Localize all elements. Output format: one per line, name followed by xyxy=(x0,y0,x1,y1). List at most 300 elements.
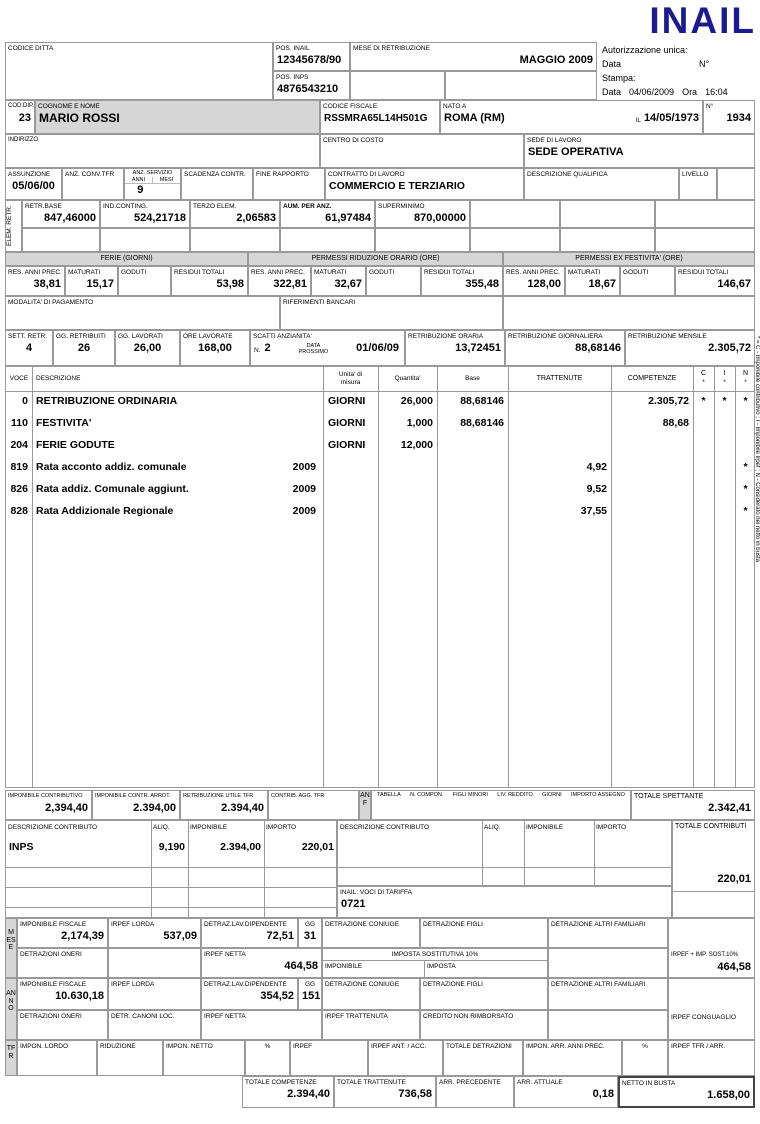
inail-voci-tariffa-value: 0721 xyxy=(341,898,366,910)
cod-dip-value: 23 xyxy=(18,112,31,124)
contributi-row-line xyxy=(6,907,337,908)
ind-conting-value: 524,21718 xyxy=(134,212,186,224)
assunzione-cell xyxy=(5,168,62,200)
arr-precedente-cell xyxy=(436,1076,514,1108)
centro-costo-label: CENTRO DI COSTO xyxy=(323,137,384,144)
anz-servizio-label: ANZ. SERVIZIO xyxy=(132,170,173,176)
irpef-imp-sost-cell xyxy=(668,918,755,978)
fest-res-prec-cell xyxy=(503,266,565,296)
anno-detrazioni-oneri-cell xyxy=(17,1010,108,1040)
voce-flag-c: * xyxy=(701,395,706,407)
voci-header-c: C xyxy=(700,370,707,377)
voci-header-base: Base xyxy=(465,375,480,382)
contributi-divider xyxy=(524,821,525,886)
anno-imponibile-fiscale-cell xyxy=(17,978,108,1010)
tfr-totale-detrazioni-cell xyxy=(443,1040,523,1076)
voce-qta: 12,000 xyxy=(400,439,433,451)
fest-maturati-value: 18,67 xyxy=(588,278,616,290)
totale-competenze-cell xyxy=(242,1076,334,1108)
netto-in-busta-value: 1.658,00 xyxy=(707,1089,750,1101)
pagamento-empty-cell xyxy=(503,296,755,330)
permessi-riduzione-band-title: PERMESSI RIDUZIONE ORARIO (ORE) xyxy=(311,255,440,262)
ora-value: 16:04 xyxy=(705,87,728,97)
retribuzione-mensile-label: RETRIBUZIONE MENSILE xyxy=(628,333,707,340)
anf-tabella-label: TABELLA xyxy=(377,792,401,798)
voci-row xyxy=(6,435,755,457)
netto-in-busta-label: NETTO IN BUSTA xyxy=(622,1080,676,1087)
riferimenti-bancari-label: RIFERIMENTI BANCARI xyxy=(283,299,356,306)
anf-cell xyxy=(371,790,631,820)
voce-qta: 26,000 xyxy=(400,395,433,407)
retr-base-label: RETR.BASE xyxy=(25,203,62,210)
fest-goduti-label: GODUTI xyxy=(623,269,649,276)
tfr-riduzione-label: RIDUZIONE xyxy=(100,1043,136,1050)
stampa-data-label: Data xyxy=(602,87,622,97)
stampa-row xyxy=(602,85,758,99)
scadenza-contratto-label: SCADENZA CONTR. xyxy=(184,171,246,178)
retribuzione-tfr-cell xyxy=(180,790,268,820)
anno-irpef-netta-label: IRPEF NETTA xyxy=(204,1013,246,1020)
totale-competenze-value: 2.394,40 xyxy=(287,1088,330,1100)
livello-empty-cell xyxy=(717,168,755,200)
mese-empty-cell-2 xyxy=(548,948,668,978)
fest-maturati-label: MATURATI xyxy=(568,269,601,276)
modalita-pagamento-cell xyxy=(5,296,280,330)
anf-assegno-label: IMPORTO ASSEGNO xyxy=(571,792,625,798)
imponibile-arrot-label: IMPONIBILE CONTR. ARROT. xyxy=(95,793,171,799)
cod-dip-label: COD.DIP. xyxy=(8,103,34,109)
inail-voci-tariffa-label: INAIL: VOCI DI TARIFFA xyxy=(340,889,412,896)
centro-costo-cell xyxy=(320,134,524,168)
contributi-row-line xyxy=(6,867,337,868)
contributo-inps: INPS xyxy=(9,841,34,853)
mese-irpef-lorda-cell xyxy=(108,918,201,948)
inail-voci-tariffa-cell xyxy=(337,886,672,918)
voci-header-n-star: * xyxy=(744,379,747,386)
anno-detraz-lav-value: 354,52 xyxy=(260,990,294,1002)
voce-trattenute: 37,55 xyxy=(580,505,607,517)
sede-lavoro-cell xyxy=(524,134,755,168)
voce-qta: 1,000 xyxy=(406,417,433,429)
anno-imponibile-fiscale-label: IMPONIBILE FISCALE xyxy=(20,981,87,988)
elem-empty-row-1 xyxy=(22,228,100,252)
voci-header-descrizione: DESCRIZIONE xyxy=(36,375,81,382)
voce-flag-n: * xyxy=(743,461,748,473)
contratto-lavoro-label: CONTRATTO DI LAVORO xyxy=(328,171,405,178)
elem-empty-2 xyxy=(560,200,655,228)
sost-imponibile-label: IMPONIBILE xyxy=(323,961,425,978)
tfr-strip: TFR xyxy=(5,1040,17,1076)
voce-trattenute: 9,52 xyxy=(586,483,607,495)
retr-base-value: 847,46000 xyxy=(44,212,96,224)
voce-anno: 2009 xyxy=(292,505,316,517)
indirizzo-label: INDIRIZZO xyxy=(8,137,38,143)
gg-lavorati-label: GG. LAVORATI xyxy=(118,333,163,340)
contributo-desc-label: DESCRIZIONE CONTRIBUTO xyxy=(340,824,430,831)
anz-servizio-cell xyxy=(124,168,181,200)
anno-detrazione-altri-cell xyxy=(548,978,668,1010)
tfr-irpef-ant-cell xyxy=(368,1040,443,1076)
voci-header-voce: VOCE xyxy=(9,375,29,382)
mese-detrazione-coniuge-cell xyxy=(322,918,420,948)
fest-residui-label: RESIDUI TOTALI xyxy=(678,269,729,276)
anni-label: ANNI xyxy=(125,177,153,183)
imponibile-arrot-cell xyxy=(92,790,180,820)
anno-gg-cell xyxy=(298,978,322,1010)
nato-a-cell xyxy=(440,100,703,134)
tfr-perc2-label: % xyxy=(642,1043,648,1050)
ora-label: Ora xyxy=(682,87,698,97)
scatti-anzianita-cell xyxy=(250,330,405,366)
scatti-anzianita-label: SCATTI ANZIANITA' xyxy=(253,333,312,340)
irpef-imp-sost-value: 464,58 xyxy=(717,961,751,973)
contributo-aliq-label: ALIQ. xyxy=(484,824,501,831)
rid-res-prec-label: RES. ANNI PREC. xyxy=(251,269,305,276)
imponibile-arrot-value: 2.394,00 xyxy=(133,802,176,814)
mese-irpef-lorda-label: IRPEF LORDA xyxy=(111,921,155,928)
qualifica-cell xyxy=(524,168,679,200)
voce-code: 826 xyxy=(10,483,28,495)
arr-attuale-value: 0,18 xyxy=(592,1088,614,1100)
fest-maturati-cell xyxy=(565,266,620,296)
mese-retribuzione-label: MESE DI RETRIBUZIONE xyxy=(353,45,430,52)
tfr-impon-lordo-cell xyxy=(17,1040,97,1076)
nato-il-group xyxy=(636,112,702,125)
ferie-maturati-label: MATURATI xyxy=(68,269,101,276)
terzo-elem-cell xyxy=(190,200,280,228)
anf-ncompon-label: N. COMPON. xyxy=(410,792,444,798)
rid-maturati-value: 32,67 xyxy=(334,278,362,290)
retribuzione-oraria-cell xyxy=(405,330,505,366)
voce-desc: FERIE GODUTE xyxy=(36,439,115,451)
auth-n-label: N° xyxy=(699,59,710,69)
anf-giorni-label: GIORNI xyxy=(542,792,562,798)
imponibile-contributivo-label: IMPONIBILE CONTRIBUTIVO xyxy=(8,793,83,799)
mese-gg-label: GG xyxy=(304,921,316,928)
contributi-divider xyxy=(264,821,265,918)
arr-attuale-label: ARR. ATTUALE xyxy=(517,1079,563,1086)
anno-strip: ANNO xyxy=(5,978,17,1040)
ferie-residui-value: 53,98 xyxy=(216,278,244,290)
totale-trattenute-value: 736,58 xyxy=(398,1088,432,1100)
ind-conting-label: IND.CONTING. xyxy=(103,203,148,210)
superminimo-value: 870,00000 xyxy=(414,212,466,224)
mese-detrazioni-oneri-label: DETRAZIONI ONERI xyxy=(20,951,82,958)
voce-flag-n: * xyxy=(743,395,748,407)
scatti-data-label xyxy=(274,343,354,355)
irpef-imp-sost-label: IRPEF + IMP. SOST.10% xyxy=(671,952,739,958)
permessi-riduzione-band xyxy=(248,252,503,266)
mesi-label: MESI xyxy=(159,177,174,183)
elem-retr-strip-label: ELEM. RETR. xyxy=(6,205,13,247)
contributo-imponibile-label: IMPONIBILE xyxy=(526,824,564,831)
retribuzione-giornaliera-cell xyxy=(505,330,625,366)
pos-inail-value: 12345678/90 xyxy=(277,54,342,66)
anno-irpef-conguaglio-label: IRPEF CONGUAGLIO xyxy=(671,1014,737,1021)
anno-detr-canoni-label: DETR. CANONI LOC. xyxy=(111,1013,175,1020)
nato-a-label: NATO A xyxy=(443,103,467,110)
ind-conting-cell xyxy=(100,200,190,228)
assunzione-label: ASSUNZIONE xyxy=(8,171,51,178)
gg-retribuiti-cell xyxy=(53,330,115,366)
ore-lavorate-value: 168,00 xyxy=(198,342,232,354)
rid-maturati-cell xyxy=(311,266,366,296)
ferie-residui-cell xyxy=(171,266,248,296)
rid-goduti-cell xyxy=(366,266,421,296)
stampa-data-value: 04/06/2009 xyxy=(629,87,675,97)
scatti-data-value: 01/06/09 xyxy=(356,342,399,354)
tfr-perc-cell xyxy=(245,1040,290,1076)
flags-legend: * = C - Imponibile contributivo ; I - Imponibile Irpef ; N - Considerato nel netto in busta xyxy=(754,336,760,562)
stampa-label: Stampa: xyxy=(602,73,636,83)
codice-fiscale-label: CODICE FISCALE xyxy=(323,103,378,110)
voce-code: 110 xyxy=(11,417,28,429)
retribuzione-oraria-value: 13,72451 xyxy=(455,342,501,354)
voce-flag-i: * xyxy=(722,395,727,407)
anno-detrazione-altri-label: DETRAZIONE ALTRI FAMILIARI xyxy=(551,981,646,988)
tfr-perc-label: % xyxy=(264,1043,271,1050)
rid-res-prec-value: 322,81 xyxy=(273,278,307,290)
anni-mesi-header xyxy=(125,177,180,184)
retribuzione-mensile-cell xyxy=(625,330,755,366)
retribuzione-giornaliera-label: RETRIBUZIONE GIORNALIERA xyxy=(508,333,603,340)
ferie-res-prec-cell xyxy=(5,266,65,296)
anno-credito-label: CREDITO NON RIMBORSATO xyxy=(423,1013,514,1020)
anf-figli-label: FIGLI MINORI xyxy=(452,792,488,798)
totale-contributi-value: 220,01 xyxy=(717,873,751,885)
mese-detrazione-coniuge-label: DETRAZIONE CONIUGE xyxy=(325,921,400,928)
fest-residui-value: 146,67 xyxy=(717,278,751,290)
mese-empty-cell xyxy=(108,948,201,978)
voci-header-i: I xyxy=(723,370,726,377)
anno-detrazioni-oneri-label: DETRAZIONI ONERI xyxy=(20,1013,82,1020)
tfr-impon-netto-cell xyxy=(163,1040,245,1076)
scatti-data-label-2: PROSSIMO xyxy=(298,349,329,355)
sede-lavoro-label: SEDE DI LAVORO xyxy=(527,137,582,144)
voce-code: 828 xyxy=(10,505,28,517)
voci-header-unita-2: misura xyxy=(340,379,361,386)
ferie-maturati-value: 15,17 xyxy=(86,278,114,290)
elem-empty-3 xyxy=(655,200,755,228)
voce-anno: 2009 xyxy=(292,483,316,495)
voce-base: 88,68146 xyxy=(460,395,504,407)
codice-ditta-cell xyxy=(5,42,273,100)
voci-row xyxy=(6,479,755,501)
employee-name: MARIO ROSSI xyxy=(39,111,120,125)
anni-value: 9 xyxy=(137,184,144,196)
tfr-riduzione-cell xyxy=(97,1040,163,1076)
nato-a-row xyxy=(441,112,702,125)
contributo-inps-aliq: 9,190 xyxy=(158,841,185,853)
voci-header-i-star: * xyxy=(723,379,726,386)
mese-detrazione-figli-label: DETRAZIONE FIGLI xyxy=(423,921,483,928)
fest-goduti-cell xyxy=(620,266,675,296)
auth-data-label: Data xyxy=(602,59,622,69)
retribuzione-tfr-label: RETRIBUZIONE UTILE TFR xyxy=(183,793,254,799)
terzo-elem-value: 2,06583 xyxy=(236,212,276,224)
contributi-divider xyxy=(482,821,483,886)
sost-imposta-label: IMPOSTA xyxy=(427,963,456,970)
totale-contributi-line xyxy=(673,891,755,892)
tfr-irpef-arr-cell xyxy=(668,1040,755,1076)
aum-anz-value: 61,97484 xyxy=(325,212,371,224)
contributi-left-box xyxy=(5,820,337,918)
anno-detrazione-figli-cell xyxy=(420,978,548,1010)
anno-gg-label: GG xyxy=(304,981,316,988)
voci-row xyxy=(6,391,755,413)
anf-reddito-label: LIV. REDDITO xyxy=(497,792,533,798)
anno-irpef-trattenuta-cell xyxy=(322,1010,420,1040)
livello-label: LIVELLO xyxy=(682,171,709,178)
tfr-irpef-ant-label: IRPEF ANT. / ACC. xyxy=(371,1043,427,1050)
elem-empty-row-2 xyxy=(100,228,190,252)
cognome-nome-label: COGNOME E NOME xyxy=(38,103,100,110)
tfr-impon-arr-cell xyxy=(523,1040,622,1076)
birth-date-value: 14/05/1973 xyxy=(643,112,699,124)
authorization-block xyxy=(602,43,758,99)
voce-flag-n: * xyxy=(743,483,748,495)
totale-contributi-label: TOTALE CONTRIBUTI xyxy=(675,823,747,830)
permessi-festivita-band xyxy=(503,252,755,266)
imposta-sostitutiva-group xyxy=(322,948,548,978)
codice-ditta-label: CODICE DITTA xyxy=(8,45,54,52)
scatti-row xyxy=(251,342,404,355)
ferie-goduti-cell xyxy=(118,266,171,296)
rid-goduti-label: GODUTI xyxy=(369,269,395,276)
anno-gg-value: 151 xyxy=(302,990,321,1002)
sede-lavoro-value: SEDE OPERATIVA xyxy=(528,146,624,158)
modalita-pagamento-label: MODALITA' DI PAGAMENTO xyxy=(8,299,94,306)
livello-cell xyxy=(679,168,717,200)
assunzione-value: 05/06/00 xyxy=(12,180,55,192)
contributi-right-box xyxy=(337,820,672,886)
sett-retr-label: SETT. RETR. xyxy=(8,333,48,340)
sett-retr-value: 4 xyxy=(25,342,33,354)
matricola-label: N° xyxy=(706,103,714,110)
voci-header-trattenute: TRATTENUTE xyxy=(536,375,583,382)
imponibile-contributivo-cell xyxy=(5,790,92,820)
auth-data-row xyxy=(602,57,758,71)
elem-empty-row-3 xyxy=(190,228,280,252)
mese-detrazioni-oneri-cell xyxy=(17,948,108,978)
retr-base-cell xyxy=(22,200,100,228)
contrib-agg-tfr-cell xyxy=(268,790,359,820)
mese-irpef-lorda-value: 537,09 xyxy=(163,930,197,942)
voci-row xyxy=(6,413,755,435)
auth-spacer xyxy=(621,57,699,71)
tfr-irpef-label: IRPEF xyxy=(293,1043,313,1050)
fine-rapporto-cell xyxy=(253,168,325,200)
anno-detraz-lav-label: DETRAZ.LAV.DIPENDENTE xyxy=(204,981,287,988)
permessi-festivita-band-title: PERMESSI EX FESTIVITA' (ORE) xyxy=(575,255,683,262)
rid-residui-value: 355,48 xyxy=(465,278,499,290)
voce-desc: Rata acconto addiz. comunale xyxy=(36,461,187,473)
il-label: IL xyxy=(635,117,641,124)
elem-empty-row-4 xyxy=(280,228,375,252)
tfr-perc2-cell xyxy=(622,1040,668,1076)
mese-gg-cell xyxy=(298,918,322,948)
aum-anz-cell xyxy=(280,200,375,228)
top-empty-cell-1 xyxy=(350,71,445,100)
totale-spettante-value: 2.342,41 xyxy=(708,802,751,814)
fest-residui-cell xyxy=(675,266,755,296)
anno-irpef-netta-cell xyxy=(201,1010,322,1040)
voce-desc: Rata Addizionale Regionale xyxy=(36,505,174,517)
inail-logo: INAIL xyxy=(649,0,756,41)
sett-retr-cell xyxy=(5,330,53,366)
contributo-inps-importo: 220,01 xyxy=(301,841,334,853)
contributo-imponibile-label: IMPONIBILE xyxy=(190,824,228,831)
imposta-sostitutiva-subcells xyxy=(323,961,547,978)
contrib-agg-tfr-label: CONTRIB. AGG. TFR xyxy=(271,793,325,799)
tfr-totale-detrazioni-label: TOTALE DETRAZIONI xyxy=(446,1043,512,1050)
voce-desc: Rata addiz. Comunale aggiunt. xyxy=(36,483,189,495)
elem-empty-1 xyxy=(470,200,560,228)
arr-precedente-label: ARR. PRECEDENTE xyxy=(439,1079,501,1086)
riferimenti-bancari-cell xyxy=(280,296,503,330)
scadenza-contratto-cell xyxy=(181,168,253,200)
anno-detrazione-coniuge-cell xyxy=(322,978,420,1010)
elem-empty-row-8 xyxy=(655,228,755,252)
anno-irpef-conguaglio-cell xyxy=(668,978,755,1040)
voce-desc: FESTIVITA' xyxy=(36,417,92,429)
matricola-cell xyxy=(703,100,755,134)
pos-inps-label: POS. INPS xyxy=(276,74,309,81)
codice-fiscale-cell xyxy=(320,100,440,134)
nato-a-value: ROMA (RM) xyxy=(444,112,505,124)
voce-code: 204 xyxy=(10,439,28,451)
anno-credito-cell xyxy=(420,1010,548,1040)
anno-irpef-lorda-cell xyxy=(108,978,201,1010)
anf-labels-row xyxy=(372,791,630,799)
elem-empty-row-7 xyxy=(560,228,655,252)
totale-competenze-label: TOTALE COMPETENZE xyxy=(245,1079,317,1086)
voce-unita: GIORNI xyxy=(328,439,366,451)
totale-contributi-cell xyxy=(672,820,755,918)
anz-conv-tfr-label: ANZ. CONV.TFR xyxy=(65,171,115,178)
contratto-lavoro-value: COMMERCIO E TERZIARIO xyxy=(329,180,465,192)
totale-trattenute-cell xyxy=(334,1076,436,1108)
anno-empty-cell xyxy=(548,1010,668,1040)
auth-title: Autorizzazione unica: xyxy=(602,45,688,55)
voce-trattenute: 4,92 xyxy=(586,461,607,473)
mese-irpef-netta-value: 464,58 xyxy=(284,960,318,972)
totale-spettante-cell xyxy=(631,790,755,820)
mese-irpef-netta-cell xyxy=(201,948,322,978)
contratto-lavoro-cell xyxy=(325,168,524,200)
mese-retribuzione-cell xyxy=(350,42,597,71)
voci-header-unita-1: Unita' di xyxy=(338,371,363,378)
elem-retr-strip xyxy=(5,200,22,252)
voce-code: 0 xyxy=(22,395,28,407)
voce-code: 819 xyxy=(10,461,28,473)
pos-inps-cell xyxy=(273,71,350,100)
qualifica-label: DESCRIZIONE QUALIFICA xyxy=(527,171,608,178)
anno-detraz-lav-cell xyxy=(201,978,298,1010)
mese-imponibile-fiscale-cell xyxy=(17,918,108,948)
voci-header-quantita: Quantita' xyxy=(394,375,421,382)
voce-competenze: 88,68 xyxy=(662,417,689,429)
mese-detrazione-figli-cell xyxy=(420,918,548,948)
contributo-desc-label: DESCRIZIONE CONTRIBUTO xyxy=(8,824,98,831)
top-empty-cell-2 xyxy=(445,71,597,100)
rid-res-prec-cell xyxy=(248,266,311,296)
retribuzione-tfr-value: 2.394,40 xyxy=(221,802,264,814)
anno-detr-canoni-cell xyxy=(108,1010,201,1040)
ore-lavorate-label: ORE LAVORATE xyxy=(183,333,233,340)
gg-retribuiti-label: GG. RETRIBUITI xyxy=(56,333,106,340)
indirizzo-cell xyxy=(5,134,320,168)
